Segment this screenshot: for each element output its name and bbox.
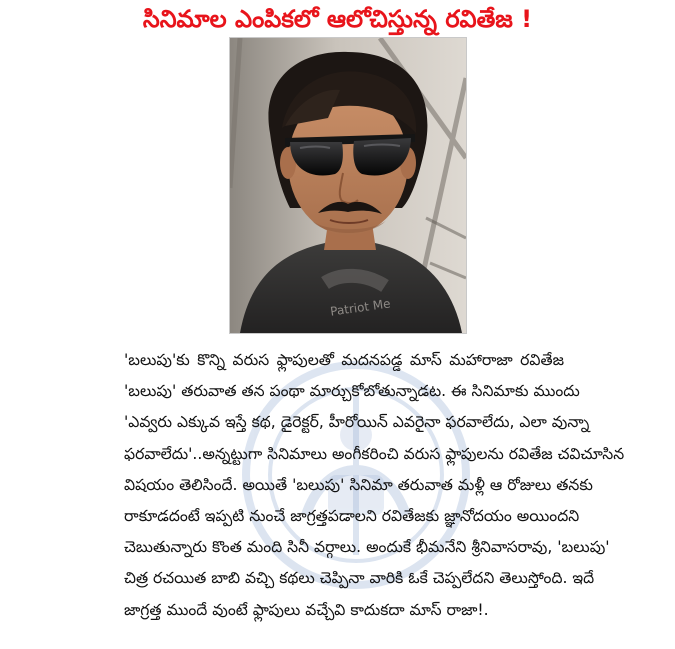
article-line: 'బలుపు' తరువాత తన పంథా మార్చుకోబోతున్నాడట. ఈ సినిమాకు ముందు (124, 382, 580, 401)
article-line: చెబుతున్నారు కొంత మంది సినీ వర్గాలు. అందుకే భీమనేని శ్రీనివాసరావు, 'బలుపు' (124, 538, 610, 557)
article-line: ఫరవాలేదు'..అన్నట్టుగా సినిమాలు అంగీకరించి వరుస ఫ్లాపులను రవితేజ చవిచూసిన (124, 444, 625, 463)
tshirt-print-text: Patriot Me (329, 296, 392, 319)
article-headline: సినిమాల ఎంపికలో ఆలోచిస్తున్న రవితేజ ! (142, 5, 533, 33)
article-line: 'బలుపు'కు కొన్ని వరుస ఫ్లాపులతో మదనపడ్డ మాస్ మహారాజా రవితేజ (124, 351, 564, 369)
article-line: రాకూడదంటే ఇప్పటి నుంచే జాగ్రత్తపడాలని రవితేజకు జ్ఞానోదయం అయిందని (124, 507, 580, 526)
article-line: జాగ్రత్త ముందే వుంటే ఫ్లాపులు వచ్చేవి కాదుకదా మాస్ రాజా!. (124, 600, 489, 619)
article-line: చిత్ర రచయిత బాబి వచ్చి కథలు చెప్పినా వారికి ఓకే చెప్పలేదని తెలుస్తోంది. ఇదే (124, 569, 595, 588)
ravi-teja-photo (229, 37, 467, 334)
article-line: విషయం తెలిసిందే. అయితే 'బలుపు' సినిమా తరువాత మళ్లీ ఆ రోజులు తనకు (124, 475, 593, 494)
article-line: 'ఎవ్వరు ఎక్కువ ఇస్తే కథ, డైరెక్టర్, హీరోయిన్ ఎవరైనా ఫరవాలేదు, ఎలా వున్నా (124, 413, 590, 432)
article-body (124, 345, 625, 626)
